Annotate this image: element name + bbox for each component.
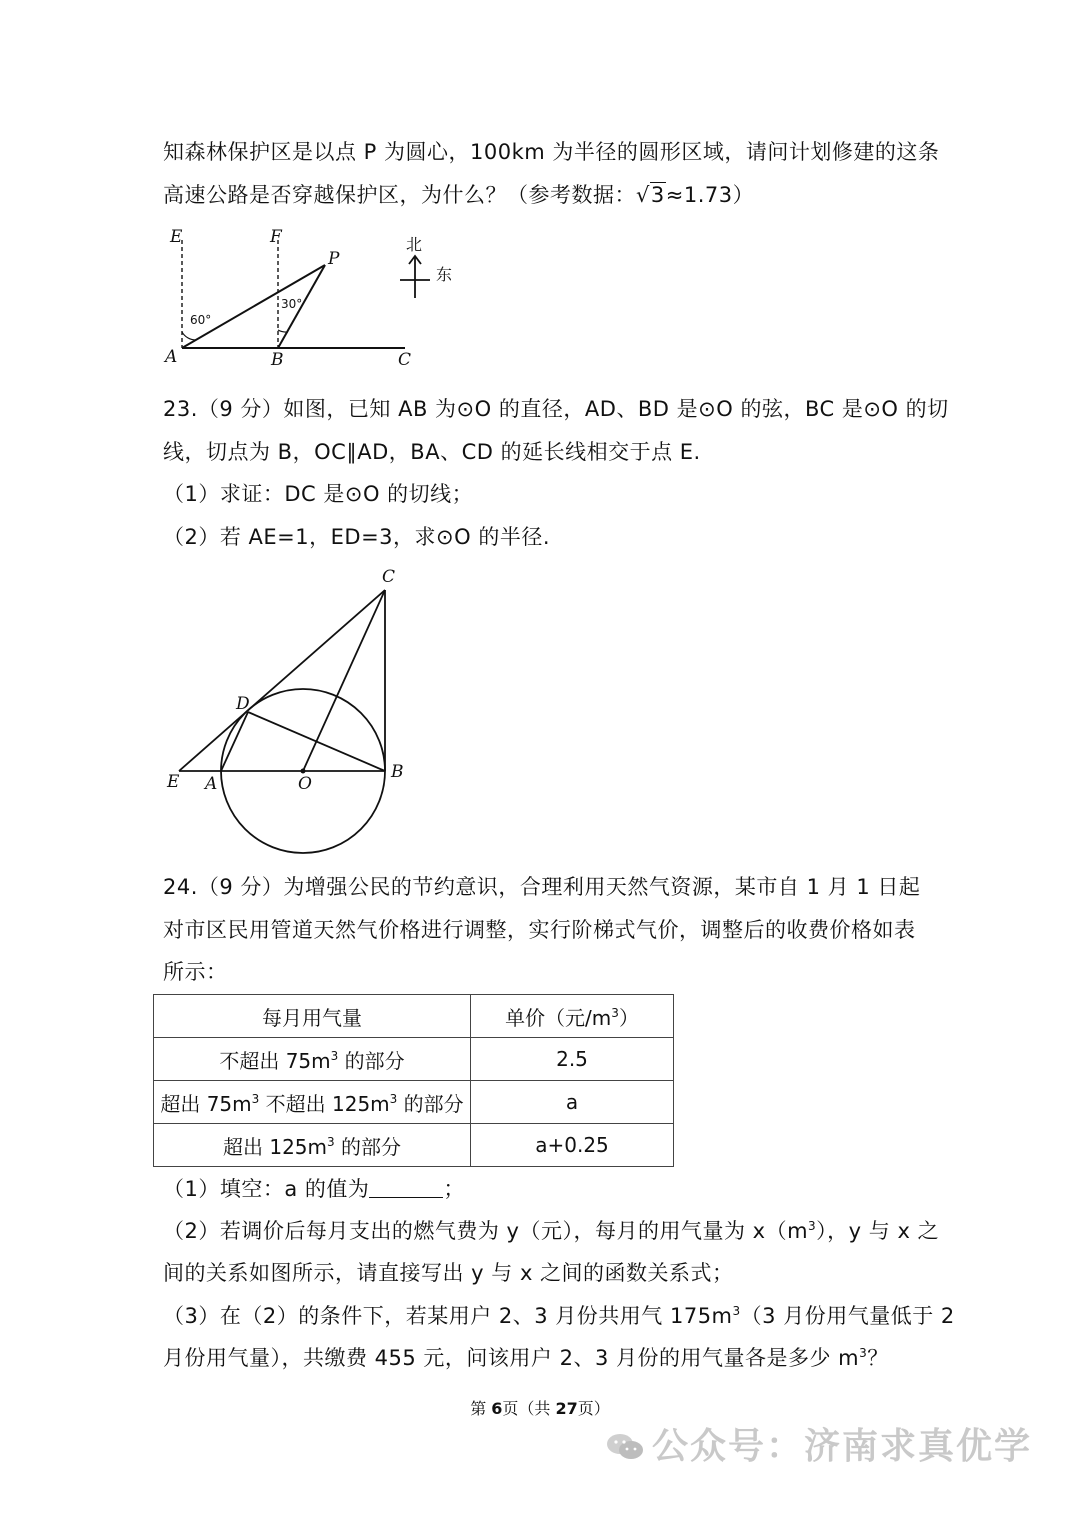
q24-part1: （1）填空：a 的值为 ； — [163, 1177, 465, 1201]
answer-blank — [369, 1175, 443, 1198]
label-c: C — [382, 567, 396, 587]
table-row — [154, 1038, 674, 1081]
price-table — [153, 994, 674, 1167]
label-b: B — [271, 350, 284, 370]
q24-text-line2: 对市区民用管道天然气价格进行调整，实行阶梯式气价，调整后的收费价格如表 — [163, 918, 916, 942]
q24-text-line3: 所示： — [163, 960, 228, 984]
header-usage: 每月用气量 — [154, 995, 471, 1038]
watermark — [606, 1418, 1032, 1469]
watermark-text: 公众号：济南求真优学 — [651, 1426, 1032, 1467]
line-ec — [179, 590, 385, 771]
compass-icon — [400, 235, 452, 298]
label-e: E — [167, 772, 180, 792]
table-header-row — [154, 995, 674, 1038]
q24-part3-line2: 月份用气量），共缴费 455 元，问该用户 2、3 月份的用气量各是多少 $m^3$？ — [163, 1346, 889, 1370]
label-d: D — [236, 694, 250, 714]
q23-figure — [160, 562, 420, 862]
page-footer: 第 6页（共 27页） — [470, 1399, 610, 1418]
q24-part2-line2: 间的关系如图所示，请直接写出 y 与 x 之间的函数关系式； — [163, 1261, 734, 1285]
angle-arc-a — [182, 332, 196, 340]
q23-part2: （2）若 AE=1，ED=3，求⊙O 的半径. — [163, 525, 550, 549]
compass-north-label: 北 — [406, 235, 423, 254]
q23-text-line2: 线，切点为 B，OC∥AD，BA、CD 的延长线相交于点 E. — [163, 440, 701, 464]
label-c: C — [398, 350, 412, 370]
row1-usage: 不超出 $75m^3$ 的部分 — [154, 1038, 471, 1081]
row3-usage: 超出 $125m^3$ 的部分 — [154, 1124, 471, 1167]
q24-text-line1: 24.（9 分）为增强公民的节约意识，合理利用天然气资源，某市自 1 月 1 日起 — [163, 875, 921, 899]
table-row — [154, 1124, 674, 1167]
label-e: E — [170, 227, 183, 247]
q22-figure — [160, 222, 470, 372]
row2-usage: 超出 $75m^3$ 不超出 $125m^3$ 的部分 — [154, 1081, 471, 1124]
q22-text-line2-post: ≈1.73） — [665, 183, 755, 207]
q22-text-line1: 知森林保护区是以点 P 为圆心，100km 为半径的圆形区域，请问计划修建的这条 — [163, 140, 940, 164]
label-p: P — [328, 249, 340, 269]
table-row — [154, 1081, 674, 1124]
q22-text-line2-pre: 高速公路是否穿越保护区，为什么？（参考数据： — [163, 183, 636, 207]
angle-label-60: 60° — [190, 313, 212, 327]
label-a: A — [205, 774, 218, 794]
segment-ap — [182, 265, 325, 348]
angle-label-30: 30° — [281, 297, 303, 311]
q22-text-line2 — [163, 180, 754, 210]
line-ad — [221, 712, 248, 771]
label-a: A — [165, 347, 178, 367]
center-point-o — [301, 769, 306, 774]
row1-price: 2.5 — [471, 1038, 674, 1081]
row3-price: a+0.25 — [471, 1124, 674, 1167]
sqrt-radicand: 3 — [650, 183, 665, 207]
row2-price: a — [471, 1081, 674, 1124]
label-b: B — [391, 762, 404, 782]
q23-text-line1: 23.（9 分）如图，已知 AB 为⊙O 的直径，AD、BD 是⊙O 的弦，BC 是⊙O 的切 — [163, 397, 949, 421]
q24-part3-line1: （3）在（2）的条件下，若某用户 2、3 月份共用气 $175m^3(3$ 月份用气量低于 2 — [163, 1304, 955, 1328]
sqrt-symbol: √3 — [636, 183, 665, 207]
line-db — [248, 712, 385, 771]
label-f: F — [270, 227, 282, 247]
compass-east-label: 东 — [436, 265, 453, 284]
wechat-icon — [606, 1432, 644, 1462]
label-o: O — [298, 774, 312, 794]
q23-part1: （1）求证：DC 是⊙O 的切线； — [163, 482, 474, 506]
header-unit-price: 单价（元$/m^3$） — [471, 995, 674, 1038]
line-oc — [303, 590, 385, 771]
q24-part2-line1: （2）若调价后每月支出的燃气费为 y（元），每月的用气量为 $x(m^3)$，y 与 x 之 — [163, 1219, 940, 1243]
